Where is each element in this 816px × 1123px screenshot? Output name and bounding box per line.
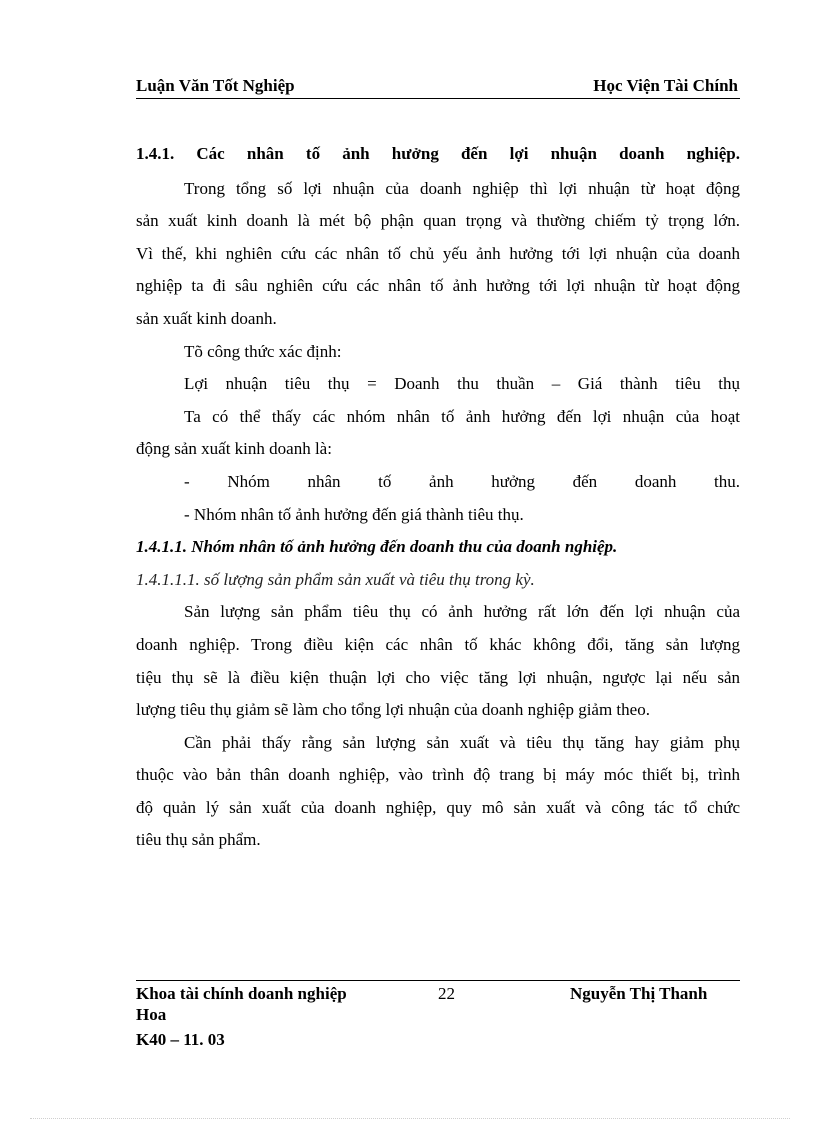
- footer-department: Khoa tài chính doanh nghiệp: [136, 984, 347, 1003]
- document-body: [136, 138, 740, 857]
- paragraph-line: tiệu thụ sẽ là điều kiện thuận lợi cho việc tăng lợi nhuận, ngược lại nếu sản: [136, 667, 740, 687]
- footer-author-continued: Hoa: [136, 1005, 167, 1024]
- bullet-item: - Nhóm nhân tố ảnh hưởng đến giá thành tiêu thụ.: [184, 504, 524, 524]
- page-bottom-border: [30, 1118, 790, 1119]
- footer-class: K40 – 11. 03: [136, 1030, 225, 1049]
- paragraph-line: nghiệp ta đi sâu nghiên cứu các nhân tố ảnh hưởng tới lợi nhuận từ hoạt động: [136, 276, 740, 296]
- header-left-title: Luận Văn Tốt Nghiệp: [136, 76, 295, 95]
- page-number: 22: [438, 984, 455, 1003]
- bullet-item: - Nhóm nhân tố ảnh hưởng đến doanh thu.: [184, 471, 740, 491]
- paragraph-line: tiêu thụ sản phẩm.: [136, 830, 261, 850]
- subsubsection-heading: 1.4.1.1.1. số lượng sản phẩm sản xuất và tiêu thụ trong kỳ.: [136, 569, 535, 589]
- paragraph-line: Ta có thể thấy các nhóm nhân tố ảnh hưởng đến lợi nhuận của hoạt: [184, 406, 740, 426]
- footer-author: Nguyễn Thị Thanh: [570, 984, 708, 1003]
- paragraph-line: động sản xuất kinh doanh là:: [136, 439, 332, 459]
- subsection-heading: 1.4.1.1. Nhóm nhân tố ảnh hưởng đến doanh thu của doanh nghiệp.: [136, 537, 618, 557]
- section-heading: 1.4.1. Các nhân tố ảnh hưởng đến lợi nhuận doanh nghiệp.: [136, 144, 740, 163]
- paragraph-line: Cần phải thấy rằng sản lượng sản xuất và tiêu thụ tăng hay giảm phụ: [184, 732, 740, 752]
- paragraph-line: sản xuất kinh doanh.: [136, 308, 277, 328]
- paragraph-line: Trong tổng số lợi nhuận của doanh nghiệp thì lợi nhuận từ hoạt động: [184, 178, 740, 198]
- paragraph-line: Vì thế, khi nghiên cứu các nhân tố chủ yếu ảnh hưởng tới lợi nhuận của doanh: [136, 243, 740, 263]
- paragraph-line: thuộc vào bản thân doanh nghiệp, vào trình độ trang bị máy móc thiết bị, trình: [136, 765, 740, 785]
- paragraph-line: doanh nghiệp. Trong điều kiện các nhân tố khác không đổi, tăng sản lượng: [136, 634, 740, 654]
- paragraph-line: sản xuất kinh doanh là mét bộ phận quan trọng và thường chiếm tỷ trọng lớn.: [136, 211, 740, 231]
- formula: Lợi nhuận tiêu thụ = Doanh thu thuần – Giá thành tiêu thụ: [184, 374, 740, 394]
- page-header: [136, 76, 740, 99]
- header-right-title: Học Viện Tài Chính: [593, 76, 738, 95]
- paragraph-line: Sản lượng sản phẩm tiêu thụ có ảnh hưởng rất lớn đến lợi nhuận của: [184, 602, 740, 622]
- formula-intro: Tõ công thức xác định:: [184, 341, 342, 361]
- paragraph-line: độ quản lý sản xuất của doanh nghiệp, quy mô sản xuất và công tác tổ chức: [136, 797, 740, 817]
- paragraph-line: lượng tiêu thụ giảm sẽ làm cho tổng lợi nhuận của doanh nghiệp giảm theo.: [136, 700, 650, 720]
- footer-divider: [136, 980, 740, 981]
